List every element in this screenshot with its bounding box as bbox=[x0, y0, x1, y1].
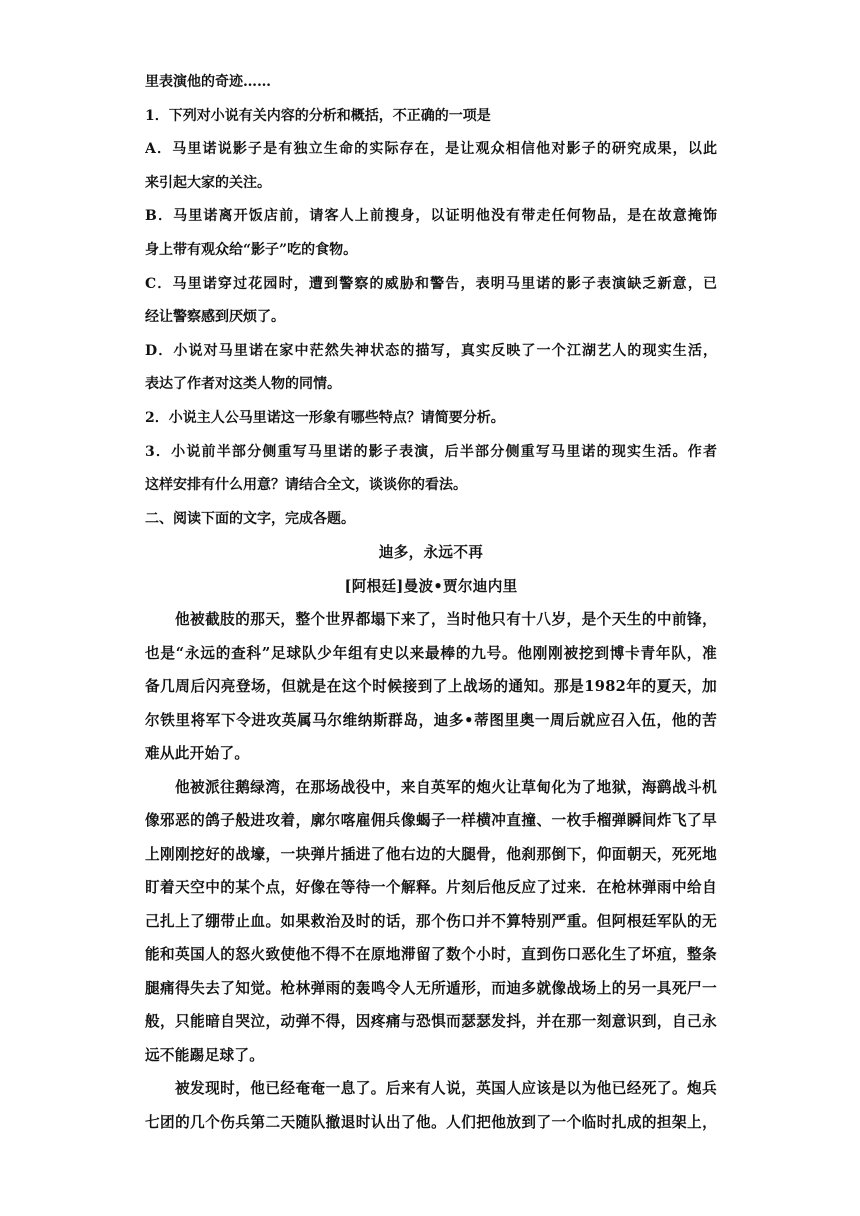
paragraph-line: 像邪恶的鸽子般进攻着，廓尔喀雇佣兵像蝎子一样横冲直撞、一枚手榴弹瞬间炸飞了早 bbox=[145, 812, 717, 830]
paragraph-line: 般，只能暗自哭泣，动弹不得，因疼痛与恐惧而瑟瑟发抖，并在那一刻意识到，自己永 bbox=[145, 1013, 717, 1031]
article-author: [阿根廷]曼波•贾尔迪内里 bbox=[344, 577, 518, 595]
previous-story-tail: 里表演他的奇迹…… bbox=[145, 74, 271, 90]
question-1-stem: 1．下列对小说有关内容的分析和概括，不正确的一项是 bbox=[145, 107, 491, 124]
paragraph-line: 七团的几个伤兵第二天随队撤退时认出了他。人们把他放到了一个临时扎成的担架上， bbox=[145, 1113, 717, 1131]
question-1-option-a bbox=[145, 133, 717, 200]
question-1-option-c bbox=[145, 268, 717, 335]
article-paragraph-3 bbox=[145, 1072, 717, 1139]
article bbox=[145, 536, 717, 1139]
option-line: 来引起大家的关注。 bbox=[145, 174, 271, 191]
paragraph-line: 上刚刚挖好的战壕，一块弹片插进了他右边的大腿骨，他刹那倒下，仰面朝天，死死地 bbox=[145, 845, 717, 863]
paragraph-line: 盯着天空中的某个点，好像在等待一个解释。片刻后他反应了过来．在枪林弹雨中给自 bbox=[145, 879, 717, 897]
paragraph-line: 能和英国人的怒火致使他不得不在原地滞留了数个小时，直到伤口恶化生了坏疽，整条 bbox=[145, 946, 717, 964]
article-paragraph-1 bbox=[145, 603, 717, 771]
paragraph-line: 也是“永远的查科”足球队少年组有史以来最棒的九号。他刚刚被挖到博卡青年队，准 bbox=[145, 644, 717, 662]
question-line: 这样安排有什么用意？请结合全文，谈谈你的看法。 bbox=[145, 477, 467, 494]
document-page bbox=[145, 66, 717, 1139]
paragraph-line: 尔铁里将军下令进攻英属马尔维纳斯群岛，迪多•蒂图里奥一周后就应召入伍，他的苦 bbox=[145, 711, 717, 729]
article-title: 迪多，永远不再 bbox=[378, 544, 484, 562]
option-line: B．马里诺离开饭店前，请客人上前搜身，以证明他没有带走任何物品，是在故意掩饰 bbox=[145, 208, 717, 225]
article-paragraph-2 bbox=[145, 771, 717, 1073]
option-line: C．马里诺穿过花园时，遭到警察的威胁和警告，表明马里诺的影子表演缺乏新意，已 bbox=[145, 275, 717, 292]
section-2-heading: 二、阅读下面的文字，完成各题。 bbox=[145, 510, 355, 527]
option-line: A．马里诺说影子是有独立生命的实际存在，是让观众相信他对影子的研究成果，以此 bbox=[145, 141, 717, 158]
question-3 bbox=[145, 436, 717, 503]
question-1-option-d bbox=[145, 335, 717, 402]
paragraph-line: 难从此开始了。 bbox=[145, 745, 250, 763]
paragraph-line: 他被截肢的那天，整个世界都塌下来了，当时他只有十八岁，是个天生的中前锋， bbox=[175, 611, 717, 629]
paragraph-line: 被发现时，他已经奄奄一息了。后来有人说，英国人应该是以为他已经死了。炮兵 bbox=[175, 1080, 717, 1098]
question-line: 3．小说前半部分侧重写马里诺的影子表演，后半部分侧重写马里诺的现实生活。作者 bbox=[145, 443, 717, 460]
paragraph-line: 己扎上了绷带止血。如果救治及时的话，那个伤口并不算特别严重。但阿根廷军队的无 bbox=[145, 912, 717, 930]
question-2: 2．小说主人公马里诺这一形象有哪些特点？请简要分析。 bbox=[145, 409, 505, 426]
paragraph-line: 他被派往鹅绿湾，在那场战役中，来自英军的炮火让草甸化为了地狱，海鹞战斗机 bbox=[175, 778, 717, 796]
question-1-option-b bbox=[145, 200, 717, 267]
paragraph-line: 远不能踢足球了。 bbox=[145, 1046, 265, 1064]
option-line: D．小说对马里诺在家中茫然失神状态的描写，真实反映了一个江湖艺人的现实生活， bbox=[145, 342, 717, 359]
option-line: 经让警察感到厌烦了。 bbox=[145, 309, 285, 326]
paragraph-line: 备几周后闪亮登场，但就是在这个时候接到了上战场的通知。那是1982年的夏天，加 bbox=[145, 678, 717, 696]
option-line: 表达了作者对这类人物的同情。 bbox=[145, 376, 341, 393]
option-line: 身上带有观众给“影子”吃的食物。 bbox=[145, 241, 358, 258]
paragraph-line: 腿痛得失去了知觉。枪林弹雨的轰鸣令人无所遁形，而迪多就像战场上的另一具死尸一 bbox=[145, 979, 717, 997]
